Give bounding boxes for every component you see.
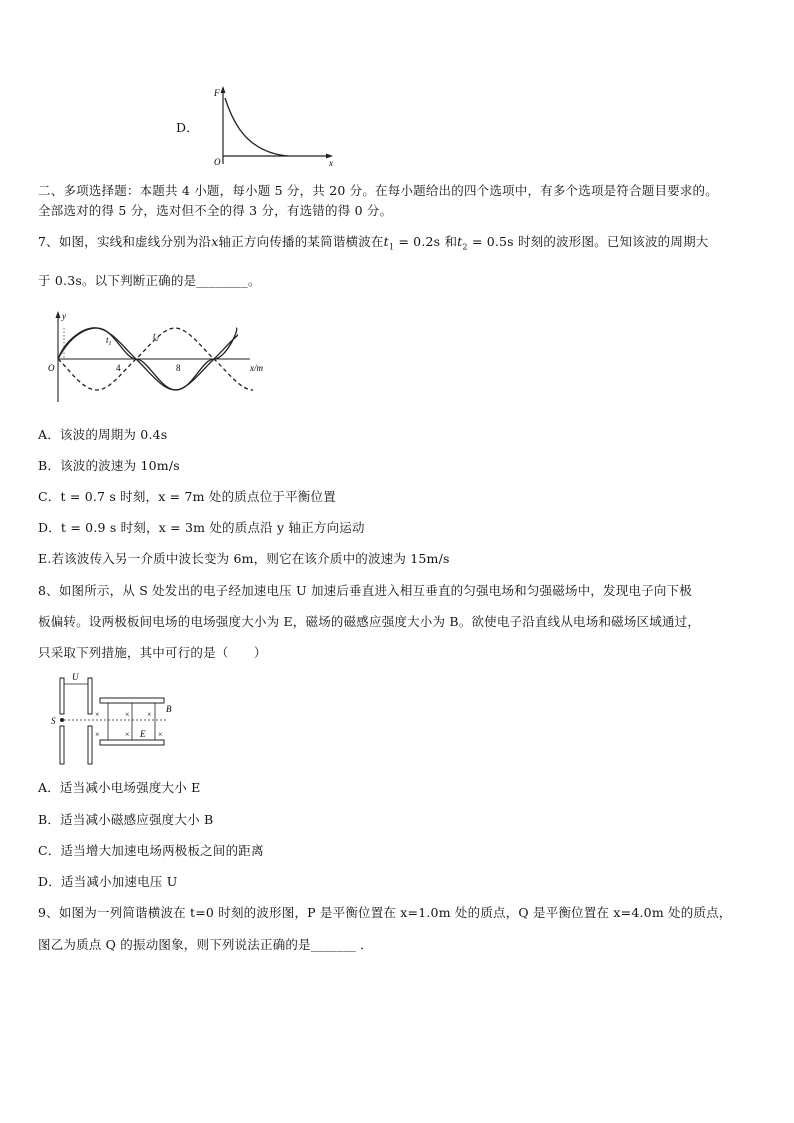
q8-stem-line1: 8、如图所示，从 S 处发出的电子经加速电压 U 加速后垂直进入相互垂直的匀强电场和匀强磁场中，发现电子向下极 xyxy=(38,583,692,598)
q7-stem-line2: 于 0.3s。以下判断正确的是________。 xyxy=(38,273,261,288)
q8-stem-line2: 板偏转。设两极板间电场的电场强度大小为 E，磁场的磁感应强度大小为 B。欲使电子沿直线从电场和磁场区域通过， xyxy=(38,614,701,629)
q8-label-e: E xyxy=(140,729,146,739)
q6-force-graph xyxy=(208,84,340,170)
q8-apparatus-figure xyxy=(50,670,180,770)
q7-option-d: D．t = 0.9 s 时刻，x = 3m 处的质点沿 y 轴正方向运动 xyxy=(38,520,365,535)
q7-stem-line1: 7、如图，实线和虚线分别为沿x轴正方向传播的某简谐横波在$t_1 = 0.2s$ 和$t_2 = 0.5s$ 时刻的波形图。已知该波的周期大 xyxy=(38,234,709,252)
q7-y-arrow xyxy=(56,311,61,318)
q6-decay-curve xyxy=(225,98,288,156)
q7-option-b: B．该波的波速为 10m/s xyxy=(38,458,180,473)
q6-graph-ylabel: F xyxy=(214,88,220,98)
q8-deflect-plate-bottom xyxy=(100,740,164,745)
q8-source-dot xyxy=(60,718,64,722)
q8-accel-plate-right-bottom xyxy=(88,726,92,764)
q6-graph-origin: O xyxy=(214,157,221,167)
q9-stem-line1: 9、如图为一列简谐横波在 t=0 时刻的波形图，P 是平衡位置在 x=1.0m 处的质点，Q 是平衡位置在 x=4.0m 处的质点， xyxy=(38,905,732,920)
q8-label-b: B xyxy=(166,704,172,714)
q7-solid-wave-t1-tail xyxy=(214,328,260,359)
q7-wave-graph xyxy=(44,308,274,404)
q8-cross-1: × xyxy=(95,710,100,719)
q8-accel-plate-right-top xyxy=(88,678,92,714)
q7-option-a: A．该波的周期为 0.4s xyxy=(38,427,168,442)
q7-option-c: C．t = 0.7 s 时刻，x = 7m 处的质点位于平衡位置 xyxy=(38,489,336,504)
q8-cross-6: × xyxy=(158,730,163,739)
q7-graph-xlabel: x/m xyxy=(250,363,263,373)
q7-label-t2: $t_2$ xyxy=(153,331,159,343)
q7-graph-ylabel: y xyxy=(62,311,66,321)
q7-graph-origin: O xyxy=(48,363,55,373)
section2-line2: 全部选对的得 5 分，选对但不全的得 3 分，有选错的得 0 分。 xyxy=(38,203,393,218)
q7-tick-4: 4 xyxy=(116,363,121,373)
q8-accel-plate-left-top xyxy=(60,678,64,714)
q8-option-a: A．适当减小电场强度大小 E xyxy=(38,780,201,795)
q8-cross-5: × xyxy=(125,730,130,739)
q8-label-u: U xyxy=(72,672,79,682)
q7-option-e: E.若该波传入另一介质中波长变为 6m，则它在该介质中的波速为 15m/s xyxy=(38,551,450,566)
q6-y-arrow xyxy=(221,86,226,93)
q7-solid-wave-t1-end xyxy=(214,328,255,359)
q8-option-c: C．适当增大加速电场两极板之间的距离 xyxy=(38,843,264,858)
section2-line1: 二、多项选择题：本题共 4 小题，每小题 5 分，共 20 分。在每小题给出的四个选项中，有多个选项是符合题目要求的。 xyxy=(38,183,718,198)
q7-tick-8: 8 xyxy=(176,363,181,373)
q6-graph-xlabel: x xyxy=(329,158,333,168)
q8-label-s: S xyxy=(51,716,56,726)
q8-cross-3: × xyxy=(147,710,152,719)
q8-cross-2: × xyxy=(125,710,130,719)
q8-option-b: B．适当减小磁感应强度大小 B xyxy=(38,812,214,827)
q9-stem-line2: 图乙为质点 Q 的振动图象，则下列说法正确的是_______ ． xyxy=(38,937,373,952)
q8-stem-line3: 只采取下列措施，其中可行的是（ ） xyxy=(38,645,267,660)
q8-accel-plate-left-bottom xyxy=(60,726,64,764)
q8-option-d: D．适当减小加速电压 U xyxy=(38,874,178,889)
q8-cross-4: × xyxy=(95,730,100,739)
q6-option-d-label: D． xyxy=(176,120,199,135)
q8-deflect-plate-top xyxy=(100,698,164,703)
q7-label-t1: $t_1$ xyxy=(106,335,112,347)
